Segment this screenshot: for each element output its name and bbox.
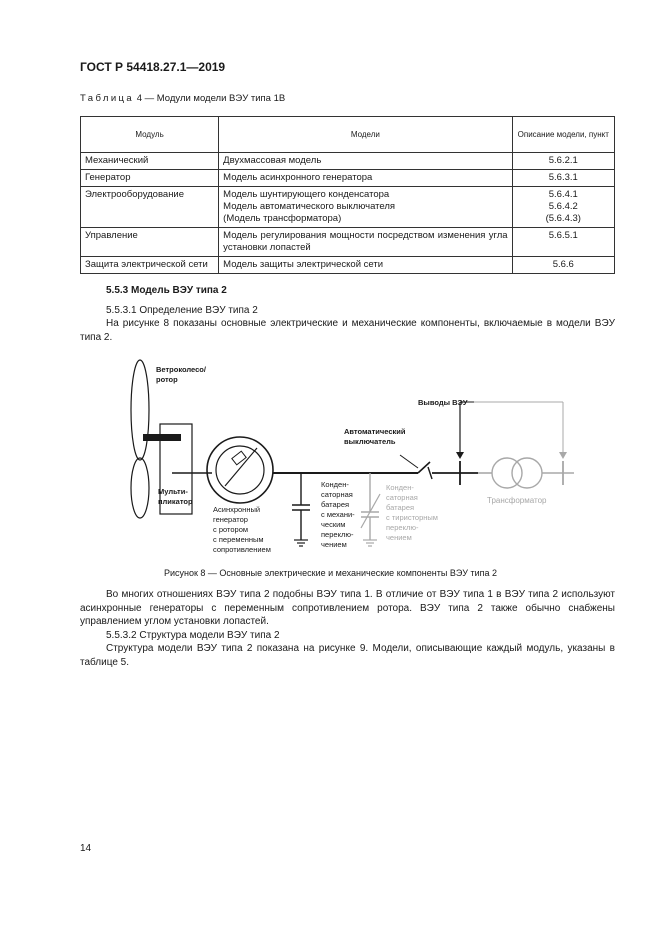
label-generator <box>213 505 271 554</box>
table-cell-module: Управление <box>81 228 219 257</box>
variable-resistor-arrow <box>225 448 257 486</box>
label-line: переклю- <box>321 530 354 539</box>
breaker-mark <box>428 467 432 479</box>
label-line: ротор <box>156 375 178 384</box>
section-heading: 5.5.3 Модель ВЭУ типа 2 <box>106 285 227 296</box>
generator-outer-circle <box>207 437 273 503</box>
label-rotor <box>156 365 208 384</box>
model-line: Модель шунтирующего конденсатора <box>223 189 390 200</box>
figure-caption: Рисунок 8 — Основные электрические и механические компоненты ВЭУ типа 2 <box>163 568 498 578</box>
rotor-blade-upper <box>131 360 149 460</box>
label-line: чением <box>321 540 347 549</box>
label-line: с тиристорным <box>386 513 438 522</box>
label-line: генератор <box>213 515 248 524</box>
ref-line: 5.6.2.1 <box>548 155 578 166</box>
label-line: с ротором <box>213 525 249 534</box>
table-cell-module: Генератор <box>81 170 219 187</box>
table-header-models: Модели <box>219 117 512 153</box>
terminals-arrowhead <box>456 452 464 459</box>
table-header-module: Модуль <box>81 117 219 153</box>
label-line: Асинхронный <box>213 505 261 514</box>
label-line: ческим <box>321 520 346 529</box>
ref-line: 5.6.3.1 <box>548 172 578 183</box>
label-line: выключатель <box>344 437 396 446</box>
table-caption-prefix: Таблица <box>80 93 135 104</box>
breaker-leader <box>400 455 418 468</box>
label-line: переклю- <box>386 523 419 532</box>
paragraph-comparison: Во многих отношениях ВЭУ типа 2 подобны ВЭУ типа 1. В отличие от ВЭУ типа 1 в ВЭУ типа 2 используют асинхронные генераторы с переменным сопротивлением ротора. ВЭУ типа 2 также обычно снабжены управлением углом установки лопастей. <box>80 589 615 627</box>
table-cell-module: Электрооборудование <box>81 187 219 228</box>
transformer-winding-1 <box>492 458 522 488</box>
table-cell-module: Защита электрической сети <box>81 257 219 274</box>
label-line: Конден- <box>321 480 349 489</box>
label-cap-mech <box>321 480 357 549</box>
table-cell-module: Механический <box>81 153 219 170</box>
ref-line: (5.6.4.3) <box>545 213 581 224</box>
table-caption-text: 4 — Модули модели ВЭУ типа 1В <box>134 93 286 104</box>
label-line: батарея <box>386 503 415 512</box>
label-terminals: Выводы ВЭУ <box>418 398 468 407</box>
paragraph-definition: На рисунке 8 показаны основные электрические и механические компоненты, включаемые в модели ВЭУ типа 2. <box>80 318 615 343</box>
label-line: с механи- <box>321 510 355 519</box>
model-line: Модель автоматического выключателя <box>223 201 396 212</box>
label-line: пликатор <box>158 497 193 506</box>
model-line: Двухмассовая модель <box>223 155 322 166</box>
ref-line: 5.6.6 <box>552 259 574 270</box>
label-line: с переменным <box>213 535 264 544</box>
rotor-hub-shaft <box>143 434 181 441</box>
document-code-header: ГОСТ Р 54418.27.1—2019 <box>80 60 226 74</box>
label-line: сопротивлением <box>213 545 271 554</box>
ref-line: 5.6.5.1 <box>548 230 578 241</box>
subsection-title: 5.5.3.1 Определение ВЭУ типа 2 <box>106 305 258 316</box>
label-line: саторная <box>321 490 353 499</box>
model-line: Модель защиты электрической сети <box>223 259 384 270</box>
label-line: батарея <box>321 500 350 509</box>
transformer-winding-2 <box>512 458 542 488</box>
paragraph-structure: Структура модели ВЭУ типа 2 показана на рисунке 9. Модели, описывающие каждый модуль, указаны в таблице 5. <box>80 643 615 668</box>
ref-line: 5.6.4.2 <box>548 201 578 212</box>
label-transformer: Трансформатор <box>487 496 547 505</box>
grid-arrowhead <box>559 452 567 459</box>
ref-line: 5.6.4.1 <box>548 189 578 200</box>
table-header-reference: Описание модели, пункт <box>512 117 614 153</box>
label-line: Автоматический <box>344 427 406 436</box>
model-line: (Модель трансформатора) <box>223 213 342 224</box>
label-line: Мульти- <box>158 487 188 496</box>
model-line: Модель регулирования мощности посредством изменения угла установки лопастей <box>223 230 508 253</box>
label-line: Ветроколесо/ <box>156 365 206 374</box>
model-line: Модель асинхронного генератора <box>223 172 373 183</box>
subsection-title: 5.5.3.2 Структура модели ВЭУ типа 2 <box>106 630 280 641</box>
rotor-blade-lower <box>131 458 149 518</box>
generator-inner-circle <box>216 446 264 494</box>
label-line: Конден- <box>386 483 414 492</box>
label-line: чением <box>386 533 412 542</box>
label-breaker <box>344 427 408 446</box>
label-line: саторная <box>386 493 418 502</box>
label-gearbox <box>158 487 193 506</box>
label-cap-thyristor <box>386 483 440 542</box>
page-number: 14 <box>80 843 92 854</box>
